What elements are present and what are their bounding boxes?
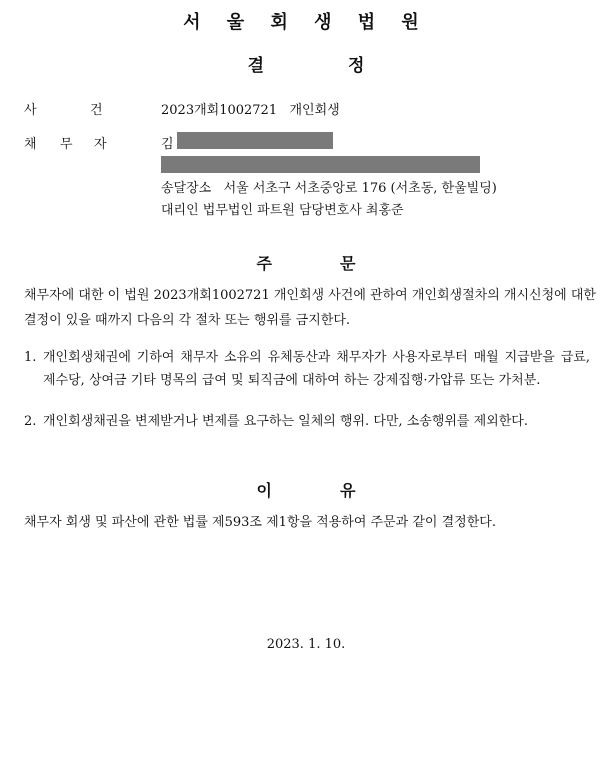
order-item-number: 1. [24,350,37,365]
court-name: 서 울 회 생 법 원 [183,12,429,33]
order-item-2 [24,410,590,433]
debtor-name-prefix: 김 [161,137,174,152]
case-number-text: 2023개회1002721 개인회생 [161,103,340,118]
redacted-debtor-name [177,132,333,149]
document-title-char-1: 결 [247,56,264,76]
order-heading-char-2: 문 [340,254,356,273]
reason-heading-char-2: 유 [340,481,356,500]
order-item-text: 개인회생채권에 기하여 채무자 소유의 유체동산과 채무자가 사용자로부터 매월 지급받을 급료, 제수당, 상여금 기타 명목의 급여 및 퇴직금에 대하여 하는 강제집행·가압류 또는 가처분. [43,350,590,388]
document-title-char-2: 정 [348,56,365,76]
order-heading [0,251,612,274]
redacted-debtor-address [161,156,480,173]
reason-text: 채무자 회생 및 파산에 관한 법률 제593조 제1항을 적용하여 주문과 같이 결정한다. [24,515,496,530]
order-heading-char-1: 주 [256,254,272,273]
agent-info: 대리인 법무법인 파트원 담당변호사 최홍준 [161,203,404,218]
order-item-number: 2. [24,414,37,429]
reason-heading-char-1: 이 [256,481,272,500]
case-number [161,99,340,118]
document-title [0,51,612,76]
order-intro: 채무자에 대한 이 법원 2023개회1002721 개인회생 사건에 관하여 개인회생절차의 개시신청에 대한 결정이 있을 때까지 다음의 각 절차 또는 행위를 금지한다. [24,288,596,328]
case-label-char-1: 사 [24,103,37,118]
delivery-address: 송달장소 서울 서초구 서초중앙로 176 (서초동, 한울빌딩) [161,181,497,196]
order-item-1 [24,346,590,392]
debtor-label-char-3: 자 [94,137,107,152]
order-item-text: 개인회생채권을 변제받거나 변제를 요구하는 일체의 행위. 다만, 소송행위를 제외한다. [43,414,528,429]
debtor-label-char-2: 무 [60,137,73,152]
debtor-label-char-1: 채 [24,137,37,152]
reason-heading [0,478,612,501]
decision-date: 2023. 1. 10. [266,637,346,652]
case-label-char-2: 건 [90,103,103,118]
